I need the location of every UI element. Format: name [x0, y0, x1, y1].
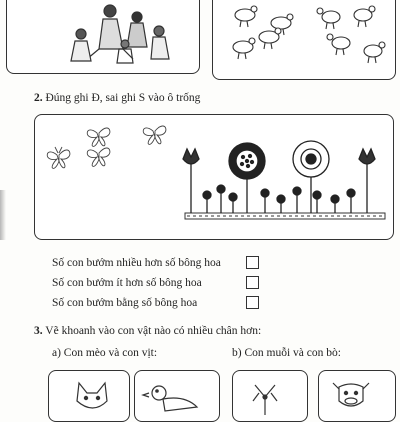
duck-icon [135, 371, 219, 421]
question-3-heading [34, 324, 261, 338]
statement-2: Số con bướm ít hơn số bông hoa [52, 277, 202, 289]
cow-icon [319, 371, 395, 421]
statement-3-answer-box[interactable] [246, 296, 259, 309]
butterflies-flowers-illustration [35, 115, 393, 239]
statement-1-answer-box[interactable] [246, 256, 259, 269]
statement-1: Số con bướm nhiều hơn số bông hoa [52, 257, 221, 269]
duck-picture-box[interactable] [134, 370, 220, 422]
question-3-text: Vẽ khoanh vào con vật nào có nhiều chân hơn: [45, 325, 262, 337]
butterfly-icon [47, 126, 166, 168]
mosquito-picture-box[interactable] [232, 370, 308, 422]
cat-picture-box[interactable] [48, 370, 130, 422]
statement-2-answer-box[interactable] [246, 276, 259, 289]
family-picture-box [6, 0, 200, 74]
question-2-number: 2. [34, 92, 43, 104]
page-edge-shadow [0, 190, 6, 240]
mosquito-icon [233, 371, 307, 421]
question-2-heading [34, 91, 200, 105]
cat-icon [49, 371, 129, 421]
family-illustration [7, 0, 199, 73]
chickens-picture-box [212, 0, 396, 80]
part-a-label: a) Con mèo và con vịt: [52, 347, 158, 359]
cow-picture-box[interactable] [318, 370, 396, 422]
part-b-label: b) Con muỗi và con bò: [232, 347, 341, 359]
statement-3: Số con bướm bằng số bông hoa [52, 297, 198, 309]
chickens-illustration [213, 0, 395, 79]
question-3-number: 3. [34, 325, 43, 337]
question-2-text: Đúng ghi Đ, sai ghi S vào ô trống [45, 92, 201, 104]
butterflies-flowers-box [34, 114, 394, 240]
